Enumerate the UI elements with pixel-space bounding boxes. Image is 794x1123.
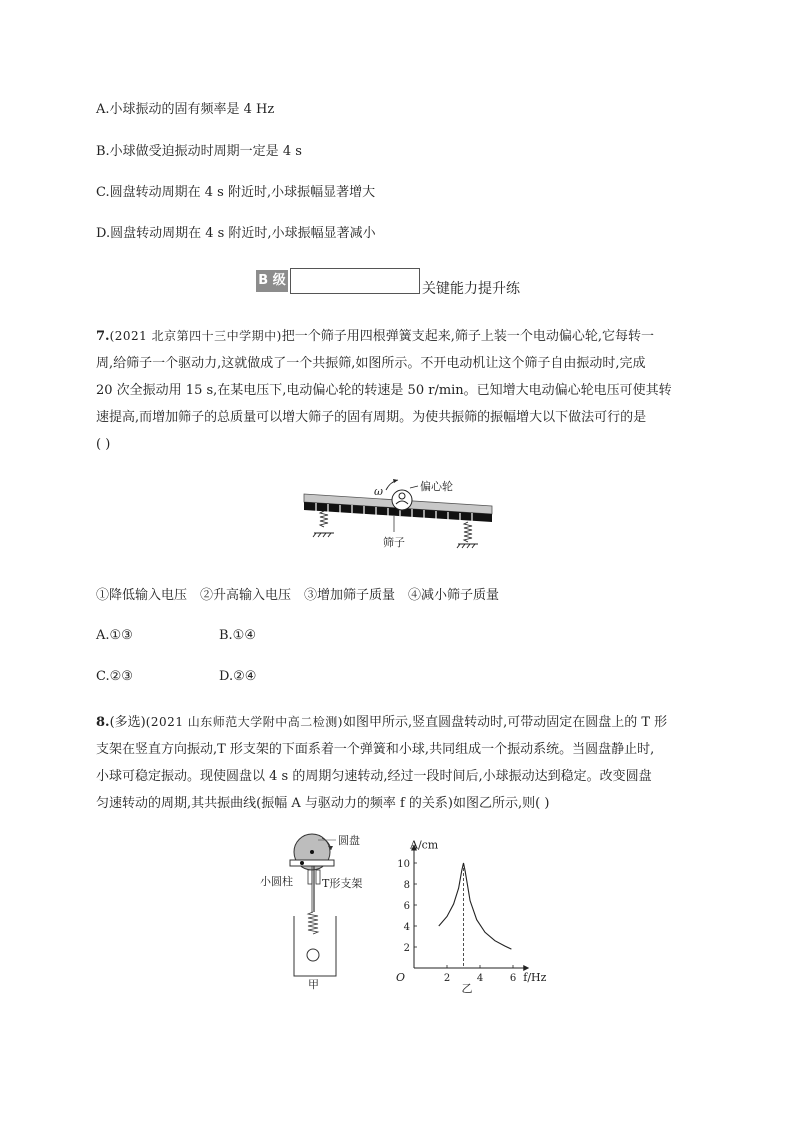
q7-line-3: 20 次全振动用 15 s,在某电压下,电动偏心轮的转速是 50 r/min。已知增大电动偏心轮电压可使其转	[96, 383, 672, 398]
q6-option-b: B.小球做受迫振动时周期一定是 4 s	[96, 144, 302, 159]
small-cylinder	[300, 861, 304, 865]
ball	[307, 949, 319, 961]
x-tick-label-6: 6	[509, 973, 517, 984]
q8-line-4: 匀速转动的周期,其共振曲线(振幅 A 与驱动力的频率 f 的关系)如图乙所示,则( )	[96, 796, 550, 811]
q7-choices: ①降低输入电压 ②升高输入电压 ③增加筛子质量 ④减小筛子质量	[96, 588, 500, 603]
q7-line-4: 速提高,而增加筛子的总质量可以增大筛子的固有周期。为使共振筛的振幅增大以下做法可行的是	[96, 410, 647, 425]
level-badge: B 级	[256, 270, 288, 292]
q7-number: 7.	[96, 329, 110, 344]
x-tick-label-4: 4	[476, 973, 484, 984]
y-tick-label-6: 6	[403, 901, 410, 912]
resonance-curve	[439, 863, 512, 949]
omega-label: ω	[374, 485, 383, 498]
q7-line-5: ( )	[96, 437, 111, 452]
q8-source: (2021 山东师范大学附中高二检测)	[145, 715, 343, 729]
q8-number: 8.	[96, 715, 110, 730]
y-tick-label-10: 10	[397, 859, 410, 870]
q7-text-1: 把一个筛子用四根弹簧支起来,筛子上装一个电动偏心轮,它每转一	[281, 329, 655, 344]
figure-jia	[256, 830, 376, 990]
q7-source: (2021 北京第四十三中学期中)	[109, 329, 282, 343]
sieve-figure	[298, 476, 498, 556]
t-bracket-bar	[290, 860, 334, 866]
q7-option-d: D.②④	[219, 669, 257, 684]
q6-option-d: D.圆盘转动周期在 4 s 附近时,小球振幅显著减小	[96, 226, 376, 241]
q6-option-a: A.小球振动的固有频率是 4 Hz	[96, 102, 275, 117]
q7-option-c: C.②③	[96, 669, 133, 684]
origin-label: O	[396, 971, 406, 984]
q7-line-1	[96, 323, 696, 350]
section-title: 关键能力提升练	[422, 281, 520, 297]
y-tick-label-8: 8	[403, 880, 410, 891]
q8-line-3: 小球可稳定振动。现使圆盘以 4 s 的周期匀速转动,经过一段时间后,小球振动达到稳定。改变圆盘	[96, 769, 652, 784]
q8-line-2: 支架在竖直方向振动,T 形支架的下面系着一个弹簧和小球,共同组成一个振动系统。当圆盘静止时,	[96, 742, 655, 757]
q7-option-b: B.①④	[219, 628, 256, 643]
q7-line-2: 周,给筛子一个驱动力,这就做成了一个共振筛,如图所示。不开电动机让这个筛子自由振动时,完成	[96, 356, 646, 371]
caption-jia: 甲	[308, 978, 319, 991]
sieve-label: 筛子	[383, 536, 405, 549]
y-tick-label-4: 4	[403, 922, 410, 933]
bracket-label: T形支架	[322, 877, 363, 890]
section-header	[256, 268, 556, 296]
chart-layer	[396, 839, 547, 996]
figure-yi-chart	[384, 830, 547, 995]
spring	[308, 912, 318, 934]
wheel-label: 偏心轮	[420, 480, 453, 493]
q6-option-c: C.圆盘转动周期在 4 s 附近时,小球振幅显著增大	[96, 185, 376, 200]
left-spring	[313, 511, 334, 537]
caption-yi: 乙	[461, 982, 473, 995]
question-8	[96, 709, 696, 817]
x-axis-label: f/Hz	[523, 971, 547, 984]
disc-label: 圆盘	[338, 834, 360, 847]
right-spring	[457, 522, 478, 548]
x-tick-label-2: 2	[443, 973, 451, 984]
badge-frame	[290, 268, 420, 294]
q8-text-1: 如图甲所示,竖直圆盘转动时,可带动固定在圆盘上的 T 形	[342, 715, 668, 730]
y-tick-label-2: 2	[403, 943, 410, 954]
q8-tag: (多选)	[109, 715, 146, 730]
q8-line-1	[96, 709, 696, 736]
y-axis-label: A/cm	[410, 838, 439, 852]
q7-option-a: A.①③	[96, 628, 133, 643]
cylinder-label: 小圆柱	[260, 875, 293, 888]
rotation-arrow	[386, 480, 398, 490]
question-7	[96, 323, 696, 458]
